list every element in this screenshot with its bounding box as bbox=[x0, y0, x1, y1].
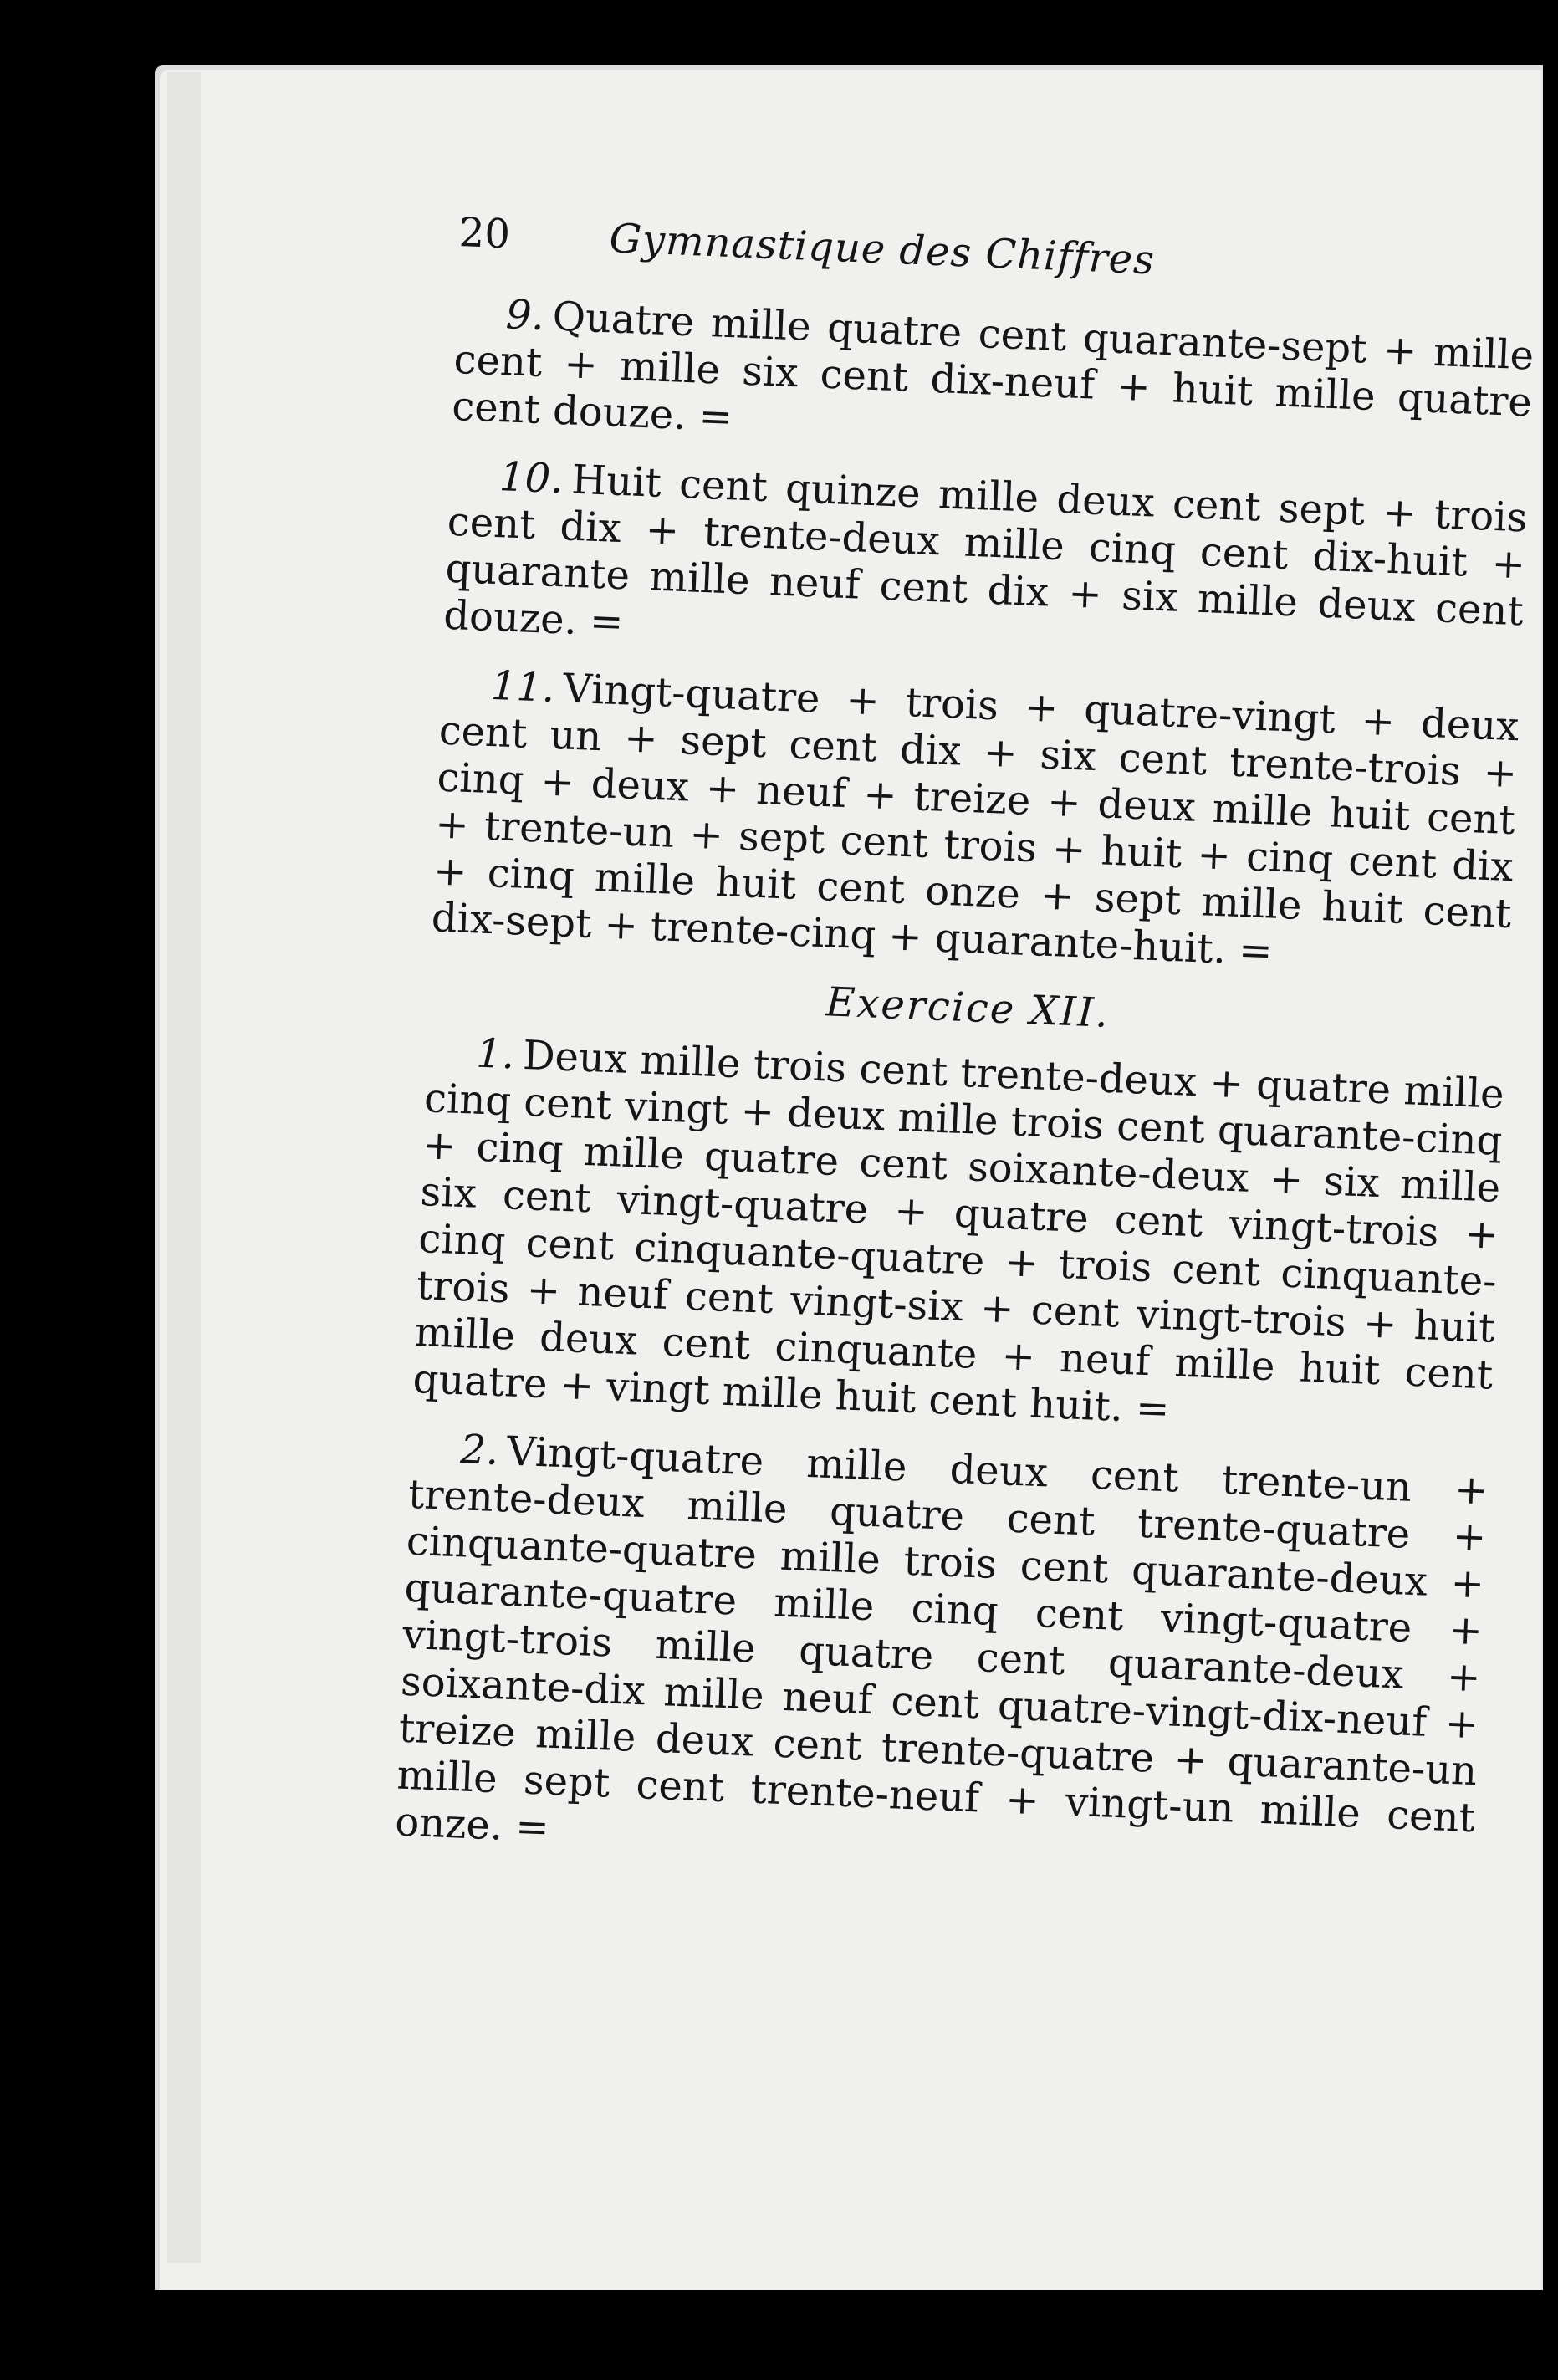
item-text: Vingt-quatre + trois + quatre-vingt + deux cent un + sept cent dix + six cent trente-trois + cinq + deux + neuf + treize + deux mille huit cent + trente-un + sept cent trois + huit + cinq cent dix + cinq mille huit cent onze + sept mille huit cent dix-sept + trente-cinq + quarante-huit. = bbox=[430, 665, 1520, 975]
item-number: 9. bbox=[504, 291, 545, 340]
page-number: 20 bbox=[457, 209, 512, 258]
item-number: 11. bbox=[490, 661, 556, 712]
item-number: 10. bbox=[498, 453, 564, 503]
exercise-item-11 bbox=[431, 661, 1520, 984]
exercise-item-1 bbox=[412, 1028, 1505, 1445]
exercise-item-10 bbox=[442, 452, 1528, 682]
running-title: Gymnastique des Chiffres bbox=[608, 215, 1156, 284]
item-text: Quatre mille quatre cent quarante-sept + mille cent + mille six cent dix-neuf + huit mille quatre cent douze. = bbox=[451, 293, 1535, 442]
item-text: Vingt-quatre mille deux cent trente-un + trente-deux mille quatre cent trente-quatre + cinquante-quatre mille trois cent quarante-deux + quarante-quatre mille cinq cent vingt-quatre + vingt-trois mille quatre cent quarante-deux + soixante-dix mille neuf cent quatre-vingt-dix-neuf + treize mille deux cent trente-quatre + quarante-un mille sept cent trente-neuf + vingt-un mille cent onze. = bbox=[394, 1427, 1489, 1851]
page-text-block bbox=[393, 209, 1538, 1910]
item-text: Huit cent quinze mille deux cent sept + trois cent dix + trente-deux mille cinq cent dix-huit + quarante mille neuf cent dix + six mille deux cent douze. = bbox=[442, 456, 1529, 646]
item-number: 2. bbox=[459, 1426, 500, 1475]
page-edge bbox=[167, 72, 201, 2263]
exercise-item-9 bbox=[451, 289, 1535, 473]
item-number: 1. bbox=[475, 1029, 516, 1079]
exercise-item-2 bbox=[394, 1424, 1489, 1888]
exercise-heading: Exercice XII. bbox=[825, 978, 1111, 1037]
item-text: Deux mille trois cent trente-deux + quatre mille cinq cent vingt + deux mille trois cent quarante-cinq + cinq mille quatre cent soixante-deux + six mille six cent vingt-quatre + quatre cent vingt-trois + cinq cent cinquante-quatre + trois cent cinquante-trois + neuf cent vingt-six + cent vingt-trois + huit mille deux cent cinquante + neuf mille huit cent quatre + vingt mille huit cent huit. = bbox=[411, 1031, 1505, 1433]
